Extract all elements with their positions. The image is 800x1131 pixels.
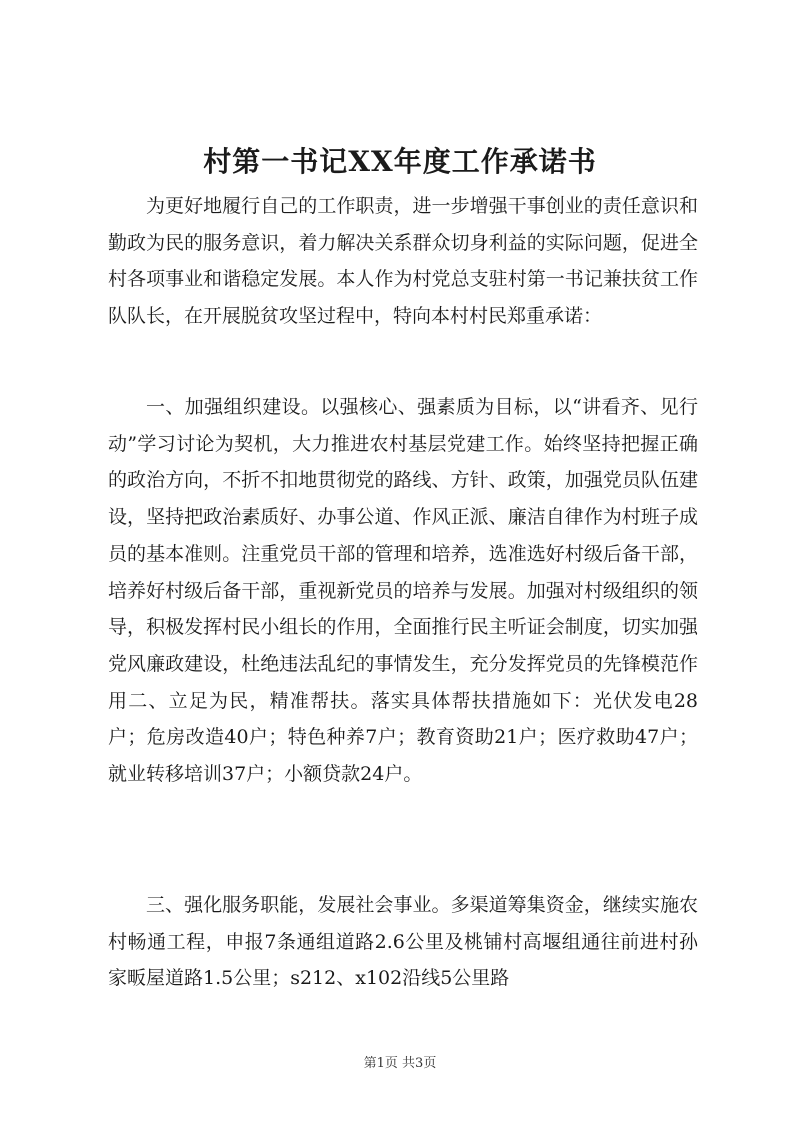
paragraph-intro: 为更好地履行自己的工作职责，进一步增强干事创业的责任意识和勤政为民的服务意识，着力解决关系群众切身利益的实际问题，促进全村各项事业和谐稳定发展。本人作为村党总支驻村第一书记兼扶贫工作队队长，在开展脱贫攻坚过程中，特向本村村民郑重承诺： [108, 195, 698, 328]
document-title: 村第一书记XX年度工作承诺书 [203, 145, 597, 178]
page-footer: 第1页 共3页 [363, 1056, 437, 1071]
paragraph-organization: 一、加强组织建设。以强核心、强素质为目标，以“讲看齐、见行动”学习讨论为契机，大力推进农村基层党建工作。始终坚持把握正确的政治方向，不折不扣地贯彻党的路线、方针、政策，加强党员队伍建设，坚持把政治素质好、办事公道、作风正派、廉洁自律作为村班子成员的基本准则。注重党员干部的管理和培养，选准选好村级后备干部，培养好村级后备干部，重视新党员的培养与发展。加强对村级组织的领导，积极发挥村民小组长的作用，全面推行民主听证会制度，切实加强党风廉政建设，杜绝违法乱纪的事情发生，充分发挥党员的先锋模范作用二、立足为民，精准帮扶。落实具体帮扶措施如下：光伏发电28户；危房改造40户；特色种养7户；教育资助21户；医疗救助47户；就业转移培训37户；小额贷款24户。 [108, 396, 698, 786]
paragraph-services: 三、强化服务职能，发展社会事业。多渠道筹集资金，继续实施农村畅通工程，申报7条通组道路2.6公里及桃铺村高堰组通往前进村孙家畈屋道路1.5公里；s212、x102沿线5公里路 [108, 894, 698, 990]
